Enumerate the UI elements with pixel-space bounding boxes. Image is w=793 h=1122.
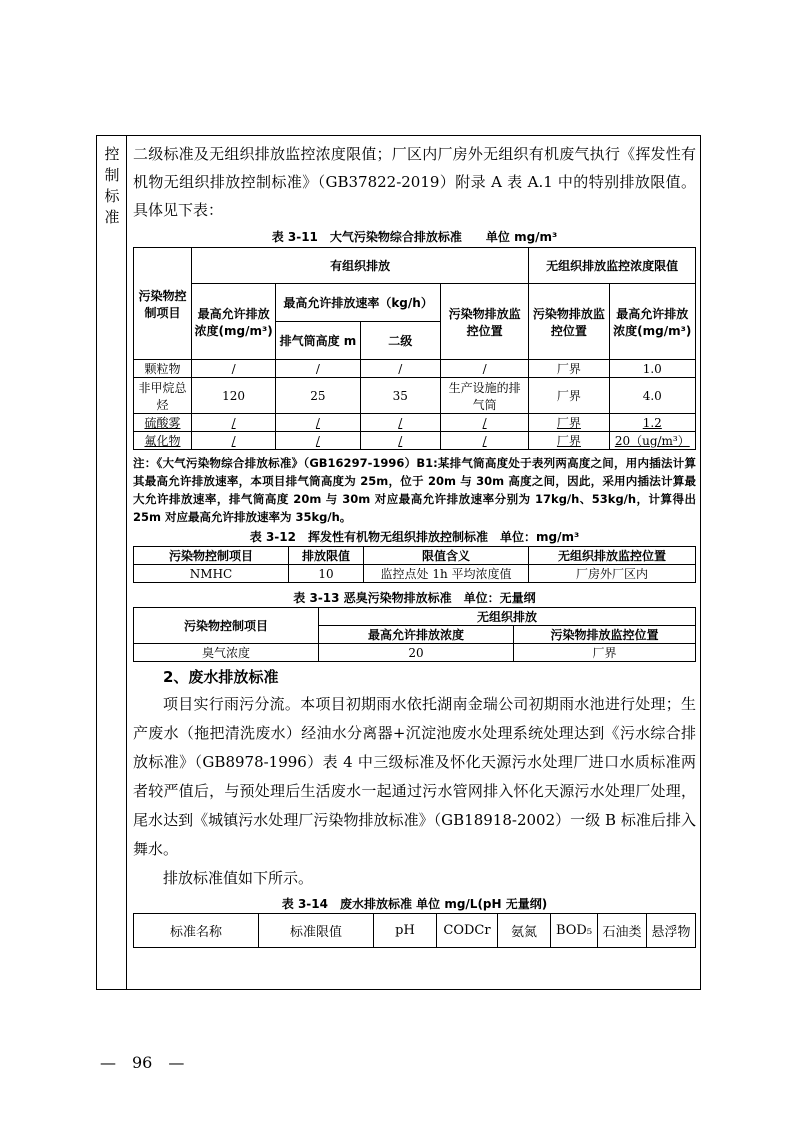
cell: 1.2 xyxy=(609,414,695,432)
main-content xyxy=(133,136,696,948)
cell: / xyxy=(440,360,528,378)
th-max-conc: 最高允许排放浓度(mg/m³) xyxy=(191,284,275,360)
cell: CODCr xyxy=(437,914,498,948)
th-group: 无组织排放 xyxy=(319,608,696,626)
cell: 颗粒物 xyxy=(134,360,192,378)
cell: 35 xyxy=(360,378,440,414)
cell: 20 xyxy=(319,644,514,662)
table-3-13 xyxy=(133,607,696,662)
cell: 硫酸雾 xyxy=(134,414,192,432)
cell: 厂界 xyxy=(529,432,609,450)
th-position: 无组织排放监控位置 xyxy=(529,547,696,565)
cell: 厂房外厂区内 xyxy=(529,565,696,583)
cell: 标准名称 xyxy=(134,914,259,948)
cell: / xyxy=(276,432,360,450)
cell: 生产设施的排气筒 xyxy=(440,378,528,414)
th-conc: 最高允许排放浓度 xyxy=(319,626,514,644)
table-3-13-caption: 表 3-13 恶臭污染物排放标准 单位：无量纲 xyxy=(293,591,536,605)
cell: 非甲烷总烃 xyxy=(134,378,192,414)
th-pos: 污染物排放监控位置 xyxy=(514,626,696,644)
cell: 厂界 xyxy=(529,414,609,432)
th-organized: 有组织排放 xyxy=(191,248,528,284)
cell: 悬浮物 xyxy=(647,914,696,948)
cell: 标准限值 xyxy=(259,914,374,948)
cell: / xyxy=(191,414,275,432)
cell: 厂界 xyxy=(529,378,609,414)
side-char: 标 xyxy=(104,187,120,205)
cell: 臭气浓度 xyxy=(134,644,319,662)
page-number: — 96 — xyxy=(100,1053,185,1072)
cell: 10 xyxy=(289,565,364,583)
content-frame xyxy=(96,135,701,990)
cell: 监控点处 1h 平均浓度值 xyxy=(364,565,529,583)
cell: / xyxy=(191,360,275,378)
side-column xyxy=(97,136,127,989)
table-3-11-caption: 表 3-11 大气污染物综合排放标准 单位 mg/m³ xyxy=(271,230,558,244)
th-unorganized: 无组织排放监控浓度限值 xyxy=(529,248,696,284)
cell: 20（ug/m³） xyxy=(609,432,695,450)
th-monitor-pos: 污染物排放监控位置 xyxy=(440,284,528,360)
th-item: 污染物控制项目 xyxy=(134,547,289,565)
side-char: 控 xyxy=(104,145,120,163)
intro-paragraph: 二级标准及无组织排放监控浓度限值；厂区内厂房外无组织有机废气执行《挥发性有机物无组织排放控制标准》（GB37822-2019）附录 A 表 A.1 中的特别排放限值。具体见下表： xyxy=(133,145,696,219)
cell: / xyxy=(360,414,440,432)
th-limit: 排放限值 xyxy=(289,547,364,565)
cell: / xyxy=(360,432,440,450)
th-item: 污染物控制项目 xyxy=(134,608,319,644)
th-unorg-pos: 污染物排放监控位置 xyxy=(529,284,609,360)
table-row xyxy=(134,644,696,662)
table-row xyxy=(134,360,696,378)
th-meaning: 限值含义 xyxy=(364,547,529,565)
cell: 25 xyxy=(276,378,360,414)
cell: 4.0 xyxy=(609,378,695,414)
cell: / xyxy=(360,360,440,378)
th-unorg-conc: 最高允许排放浓度(mg/m³) xyxy=(609,284,695,360)
table-3-14 xyxy=(133,913,696,948)
cell: 厂界 xyxy=(514,644,696,662)
cell: 石油类 xyxy=(598,914,647,948)
cell: / xyxy=(440,432,528,450)
table-row xyxy=(134,414,696,432)
cell: 氨氮 xyxy=(498,914,551,948)
th-pollutant: 污染物控制项目 xyxy=(134,248,192,360)
table-3-12-caption: 表 3-12 挥发性有机物无组织排放控制标准 单位：mg/m³ xyxy=(249,530,580,544)
table-row xyxy=(134,378,696,414)
cell: BOD₅ xyxy=(551,914,598,948)
table-row xyxy=(134,432,696,450)
table-3-14-caption: 表 3-14 废水排放标准 单位 mg/L(pH 无量纲) xyxy=(281,897,548,911)
cell: 120 xyxy=(191,378,275,414)
section-2-paragraph: 项目实行雨污分流。本项目初期雨水依托湖南金瑞公司初期雨水池进行处理；生产废水（拖把清洗废水）经油水分离器+沉淀池废水处理系统处理达到《污水综合排放标准》（GB8978-1996）表 4 中三级标准及怀化天源污水处理厂进口水质标准两者较严值后，与预处理后生活废水一起通过污水管网排入怀化天源污水处理厂处理，尾水达到《城镇污水处理厂污染物排放标准》（GB18918-2002）一级 B 标准后排入舞水。 xyxy=(133,695,696,858)
section-2-note: 排放标准值如下所示。 xyxy=(163,869,314,887)
cell: 氟化物 xyxy=(134,432,192,450)
side-char: 准 xyxy=(104,208,120,226)
th-stack-height: 排气筒高度 m xyxy=(276,322,360,360)
section-2-heading: 2、废水排放标准 xyxy=(163,668,279,686)
cell: 1.0 xyxy=(609,360,695,378)
cell: 厂界 xyxy=(529,360,609,378)
cell: pH xyxy=(374,914,437,948)
th-max-rate: 最高允许排放速率（kg/h） xyxy=(276,284,441,322)
cell: NMHC xyxy=(134,565,289,583)
table-row xyxy=(134,565,696,583)
cell: / xyxy=(276,360,360,378)
side-char: 制 xyxy=(104,166,120,184)
cell: / xyxy=(440,414,528,432)
cell: / xyxy=(276,414,360,432)
table-3-12 xyxy=(133,546,696,583)
cell: / xyxy=(191,432,275,450)
side-label xyxy=(103,144,121,228)
table-3-11 xyxy=(133,247,696,450)
th-level2: 二级 xyxy=(360,322,440,360)
table-3-11-note: 注：《大气污染物综合排放标准》（GB16297-1996）B1:某排气筒高度处于表列两高度之间，用内插法计算其最高允许排放速率，本项目排气筒高度为 25m，位于 20m 与 30m 高度之间，因此，采用内插法计算最大允许排放速率，排气筒高度 20m 与 30m 对应最高允许排放速率分别为 17kg/h、53kg/h，计算得出 25m 对应最高允许排放速率为 35kg/h。 xyxy=(133,456,696,524)
